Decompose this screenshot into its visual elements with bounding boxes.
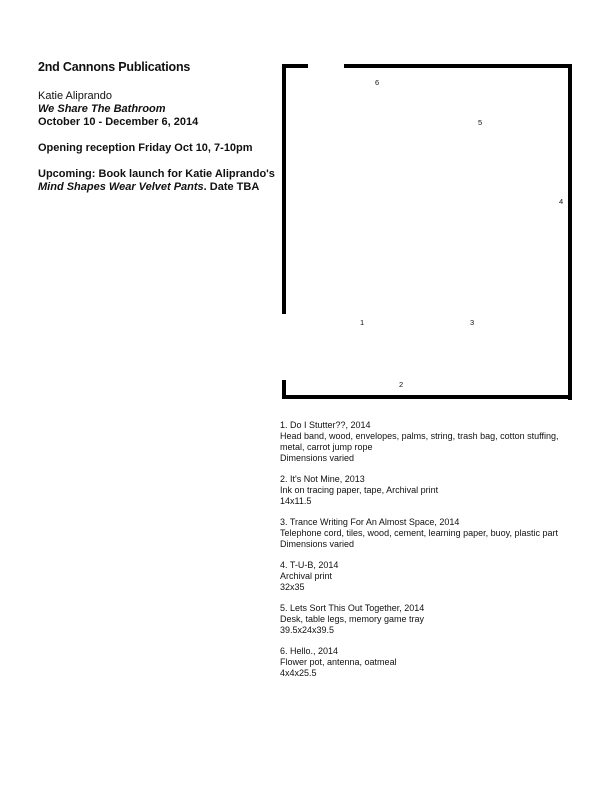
header (38, 60, 278, 194)
exhibition-dates: October 10 - December 6, 2014 (38, 116, 199, 128)
work-dimensions: 4x4x25.5 (280, 668, 317, 678)
marker-6: 6 (375, 78, 380, 87)
wall-bottom (282, 395, 572, 399)
upcoming-book-title: Mind Shapes Wear Velvet Pants (38, 181, 204, 193)
work-dimensions: 39.5x24x39.5 (280, 625, 335, 635)
work-entry (280, 560, 570, 593)
work-materials: Desk, table legs, memory game tray (280, 614, 425, 624)
work-materials: Head band, wood, envelopes, palms, string, trash bag, cotton stuffing, metal, carrot jump rope (280, 431, 559, 452)
work-dimensions: 14x11.5 (280, 496, 312, 506)
work-entry (280, 517, 570, 550)
work-title: 2. It's Not Mine, 2013 (280, 474, 365, 484)
work-materials: Telephone cord, tiles, wood, cement, learning paper, buoy, plastic part (280, 528, 558, 538)
work-entry (280, 474, 570, 507)
work-entry (280, 420, 570, 464)
work-entry (280, 603, 570, 636)
upcoming-suffix: . Date TBA (203, 181, 260, 193)
wall-top-left (282, 64, 308, 68)
works-list (280, 420, 570, 689)
wall-left-upper (282, 64, 286, 314)
work-dimensions: 32x35 (280, 582, 305, 592)
work-title: 1. Do I Stutter??, 2014 (280, 420, 371, 430)
upcoming-artist: Katie Aliprando's (185, 168, 275, 180)
marker-1: 1 (360, 318, 365, 327)
wall-left-lower (282, 380, 286, 399)
work-title: 6. Hello., 2014 (280, 646, 339, 656)
work-title: 5. Lets Sort This Out Together, 2014 (280, 603, 425, 613)
work-materials: Archival print (280, 571, 333, 581)
work-title: 3. Trance Writing For An Almost Space, 2014 (280, 517, 460, 527)
marker-3: 3 (470, 318, 475, 327)
floor-plan (280, 62, 572, 398)
wall-top-right (344, 64, 572, 68)
marker-5: 5 (478, 118, 483, 127)
exhibition-title: We Share The Bathroom (38, 103, 166, 115)
wall-right (568, 64, 572, 400)
work-materials: Ink on tracing paper, tape, Archival print (280, 485, 439, 495)
opening-reception: Opening reception Friday Oct 10, 7-10pm (38, 142, 253, 154)
marker-4: 4 (559, 197, 564, 206)
upcoming-prefix: Upcoming: Book launch for (38, 168, 186, 180)
artist-name: Katie Aliprando (38, 90, 112, 102)
work-dimensions: Dimensions varied (280, 453, 355, 463)
publisher-name: 2nd Cannons Publications (38, 60, 191, 74)
work-dimensions: Dimensions varied (280, 539, 355, 549)
marker-2: 2 (399, 380, 404, 389)
work-entry (280, 646, 570, 679)
upcoming-announcement (38, 168, 278, 194)
work-materials: Flower pot, antenna, oatmeal (280, 657, 397, 667)
work-title: 4. T-U-B, 2014 (280, 560, 339, 570)
